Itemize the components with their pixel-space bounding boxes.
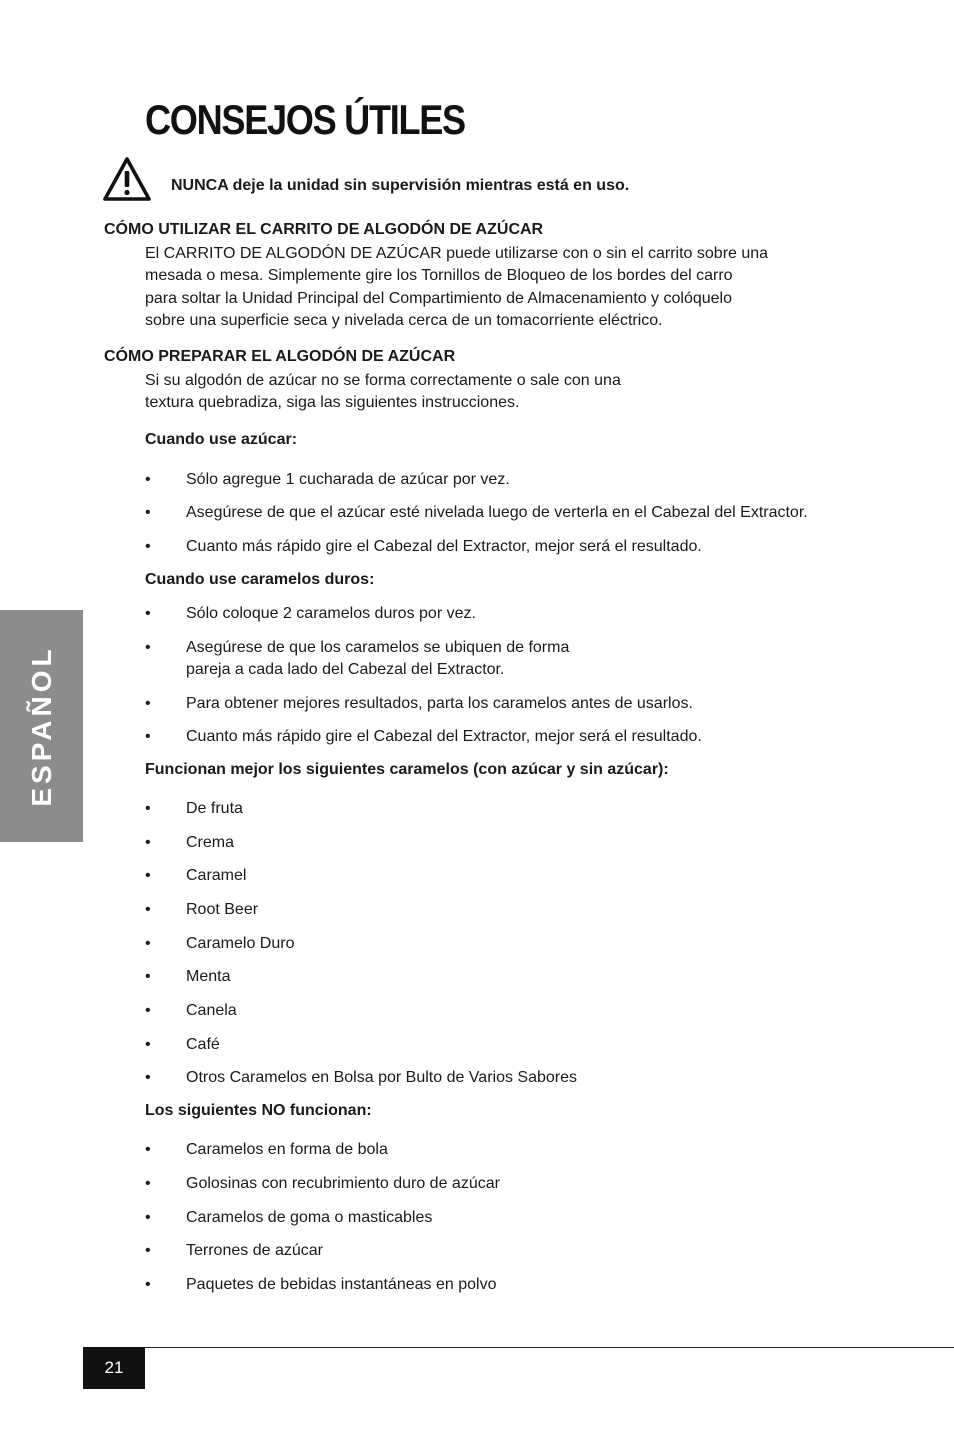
warning-text: NUNCA deje la unidad sin supervisión mientras está en uso. xyxy=(171,177,630,194)
bullet-icon: • xyxy=(145,1175,151,1192)
bullet-icon: • xyxy=(145,901,151,918)
page-number: 21 xyxy=(83,1347,145,1389)
bullet-icon: • xyxy=(145,639,151,656)
bullet-icon: • xyxy=(145,1141,151,1158)
language-label: ESPAÑOL xyxy=(25,645,57,807)
paragraph-line: mesada o mesa. Simplemente gire los Tornillos de Bloqueo de los bordes del carro xyxy=(145,267,733,285)
bullet-icon: • xyxy=(145,605,151,622)
list-item-text: Paquetes de bebidas instantáneas en polvo xyxy=(186,1276,497,1293)
bullet-icon: • xyxy=(145,504,151,521)
bullet-icon: • xyxy=(145,800,151,817)
section-prepare-body xyxy=(145,370,621,415)
warning-triangle-icon xyxy=(102,156,152,202)
list-item-text: Terrones de azúcar xyxy=(186,1242,323,1259)
list-item-text: Menta xyxy=(186,968,231,985)
paragraph-line: El CARRITO DE ALGODÓN DE AZÚCAR puede utilizarse con o sin el carrito sobre una xyxy=(145,245,769,262)
list-item-text: Café xyxy=(186,1036,220,1053)
section-heading-usage: CÓMO UTILIZAR EL CARRITO DE ALGODÓN DE AZÚCAR xyxy=(104,221,544,238)
list-item-text: De fruta xyxy=(186,800,243,817)
bullet-icon: • xyxy=(145,695,151,712)
language-side-tab xyxy=(0,610,83,842)
list-item-text: Caramelos en forma de bola xyxy=(186,1141,388,1158)
bullet-icon: • xyxy=(145,935,151,952)
list-item-text: pareja a cada lado del Cabezal del Extractor. xyxy=(186,661,505,678)
list-item-text: Asegúrese de que el azúcar esté nivelada luego de verterla en el Cabezal del Extractor. xyxy=(186,504,808,521)
list-item-text: Crema xyxy=(186,834,235,851)
list-item-text: Sólo coloque 2 caramelos duros por vez. xyxy=(186,605,476,622)
list-item-text: Cuanto más rápido gire el Cabezal del Extractor, mejor será el resultado. xyxy=(186,538,702,555)
subheading-hard-candy: Cuando use caramelos duros: xyxy=(145,571,375,588)
bullet-icon: • xyxy=(145,1036,151,1053)
list-item-text: Cuanto más rápido gire el Cabezal del Extractor, mejor será el resultado. xyxy=(186,728,702,745)
bullet-icon: • xyxy=(145,1209,151,1226)
bullet-icon: • xyxy=(145,1242,151,1259)
bullet-icon: • xyxy=(145,471,151,488)
list-item-text: Caramelo Duro xyxy=(186,935,295,952)
list-item-text: Canela xyxy=(186,1002,237,1019)
paragraph-line: textura quebradiza, siga las siguientes instrucciones. xyxy=(145,394,520,412)
paragraph-line: para soltar la Unidad Principal del Compartimiento de Almacenamiento y colóquelo xyxy=(145,289,732,307)
footer-rule xyxy=(83,1347,954,1348)
bullet-icon: • xyxy=(145,728,151,745)
bullet-icon: • xyxy=(145,867,151,884)
bullet-icon: • xyxy=(145,1276,151,1293)
section-usage-body xyxy=(145,243,768,333)
bullet-icon: • xyxy=(145,834,151,851)
list-item-text: Root Beer xyxy=(186,901,259,918)
list-item-text: Sólo agregue 1 cucharada de azúcar por vez. xyxy=(186,471,510,488)
bullet-icon: • xyxy=(145,968,151,985)
page-title: CONSEJOS ÚTILES xyxy=(145,96,465,143)
list-item-text: Caramel xyxy=(186,867,247,884)
paragraph-line: Si su algodón de azúcar no se forma correctamente o sale con una xyxy=(145,372,621,389)
list-item-text: Para obtener mejores resultados, parta los caramelos antes de usarlos. xyxy=(186,695,693,712)
subheading-not-work: Los siguientes NO funcionan: xyxy=(145,1102,372,1119)
list-item-text: Otros Caramelos en Bolsa por Bulto de Varios Sabores xyxy=(186,1069,578,1086)
bullet-icon: • xyxy=(145,538,151,555)
bullet-icon: • xyxy=(145,1002,151,1019)
list-item-text: Asegúrese de que los caramelos se ubiquen de forma xyxy=(186,639,570,656)
list-item-text: Caramelos de goma o masticables xyxy=(186,1209,433,1226)
subheading-sugar: Cuando use azúcar: xyxy=(145,431,298,448)
subheading-works-best: Funcionan mejor los siguientes caramelos (con azúcar y sin azúcar): xyxy=(145,761,669,778)
paragraph-line: sobre una superficie seca y nivelada cerca de un tomacorriente eléctrico. xyxy=(145,312,663,330)
list-item-text: Golosinas con recubrimiento duro de azúcar xyxy=(186,1175,500,1192)
section-heading-prepare: CÓMO PREPARAR EL ALGODÓN DE AZÚCAR xyxy=(104,348,456,365)
bullet-icon: • xyxy=(145,1069,151,1086)
